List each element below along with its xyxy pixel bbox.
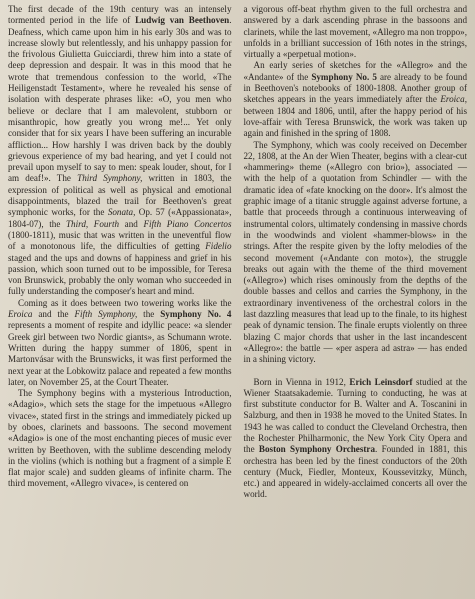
name-boston-symphony: Boston Symphony Orchestra [258, 444, 375, 455]
title-symphony-4: Symphony No. 4 [160, 309, 232, 320]
paragraph-symphony-5-description: The Symphony, which was cooly received on December 22, 1808, at the An der Wien Theater, begins with a clear-cut «hammering» theme («Allegro con brio»), associated — with the help of a quotation from Schindler — with the dramatic idea of «fate knocking on the door». It's almost the graphic image of a titanic struggle against adverse fortune, a battle that proceeds through a continuous interweaving of instrumental colors, ultimately condensing in massive chords in the woodwinds and violent «hammer-blows» in the strings. After the respite given by the lofty melodies of the second movement («Andante con moto»), the struggle breaks out again with the theme of the third movement («Allegro») which rises ominously from the depths of the double basses and cellos and carries the Symphony, in the extraordinary inventiveness of the orchestral colors in the last dazzling measures that lead up to the finale, to its highest peak of dynamic tension. The finale erupts violently on three blazing C major chords that usher in the last incandescent «Allegro»: the battle — «per aspera ad astra» — has ended in a shining victory. [243, 139, 467, 365]
paragraph-beethoven-decade: The first decade of the 19th century was an intensely tormented period in the life of Ludwig van Beethoven. Deafness, which came upon him in his early 30s and was to increase slowly but relentlessly, and his unhappy passion for the frivolous Giulietta Guicciardi, threw him into a state of deep depression and despair. It was in this mood that he wrote that tremendous confession to the world, «The Heiligenstadt Testament», where he revealed his sense of isolation with desperate phrases like: «O, you men who believe or declare that I am malevolent, stubborn or misanthropic, how greatly you wrong me!... Yet only consider that for six years I have been suffering an incurable affliction... How harshly I was driven back by the doubly grievous experience of my bad hearing, and yet I could not prevail upon myself to say to men: speak louder, shout, for I am deaf!». The Third Symphony, written in 1803, the expression of political as well as physical and emotional disappointments, blazed the trail for Beethoven's great symphonic works, for the Sonata, Op. 57 («Appassionata», 1804-07), the Third, Fourth and Fifth Piano Concertos (1800-1811), music that was written in the uneventful flow of a monotonous life, the difficulties of getting Fidelio staged and the ups and downs of happiness and grief in his passion, which soon turned out to be impossible, for Teresa von Brunswick, probably the only woman who succeeded in fully understanding the composer's heart and mind. [8, 4, 232, 297]
left-column [8, 4, 232, 599]
paragraph-symphony-4-movements: The Symphony begins with a mysterious Introduction, «Adagio», which sets the stage for the impetuous «Allegro vivace», stated first in the strings and immediately picked up by oboes, clarinets and bassoons. The second movement «Adagio» is one of the most enchanting pieces of music ever written by Beethoven, with the sublime descending melody in the violins (which is nothing but a fragment of a simple E flat major scale) and sudden gleams of infinite charm. The third movement, «Allegro vivace», is centered on [8, 388, 232, 489]
name-leinsdorf: Erich Leinsdorf [349, 376, 413, 387]
paragraph-leinsdorf-bio: Born in Vienna in 1912, Erich Leinsdorf studied at the Wiener Staatsakademie. Turning to conducting, he was at first substitute conductor for B. Walter and A. Toscanini in Salzburg, and then in 1938 he moved to the United States. In 1943 he was called to conduct the Cleveland Orchestra, then the Rochester Philharmonic, the New York City Opera and the Boston Symphony Orchestra. Founded in 1881, this orchestra has been led by the finest conductors of the 20th century (Muck, Fiedler, Monteux, Koussevitzky, Münch, etc.) and appeared in widely-acclaimed concerts all over the world. [243, 376, 468, 500]
right-column [244, 4, 468, 599]
paragraph-symphony-5-sketches: An early series of sketches for the «Allegro» and the «Andante» of the Symphony No. 5 are already to be found in Beethoven's notebooks of 1800-1808. Another group of sketches appears in the years immediately after the Eroica, between 1804 and 1806, until, after the happy period of his love-affair with Teresa Brunswick, the work was taken up again and finished in the spring of 1808. [243, 60, 467, 139]
paragraph-symphony-4-finale: a vigorous off-beat rhythm given to the full orchestra and answered by a dark ascending phrase in the bassoons and clarinets, while the last movement, «Allegro ma non troppo», unfolds in a brilliant succession of 16th notes in the strings, virtually a «perpetual motion». [243, 4, 468, 60]
name-beethoven: Ludwig van Beethoven [135, 15, 230, 26]
title-symphony-5: Symphony No. 5 [311, 71, 377, 82]
paragraph-symphony-4-intro: Coming as it does between two towering works like the Eroica and the Fifth Symphony, the Symphony No. 4 represents a moment of respite and idyllic peace: «a slender Greek girl between two Nordic giants», as Schumann wrote. Written during the happy summer of 1806, spent in Martonvásar with the Brunswicks, it was first performed the next year at the Lobkowitz palace and repeated a few months later, on November 25, at the Court Theater. [8, 297, 232, 387]
